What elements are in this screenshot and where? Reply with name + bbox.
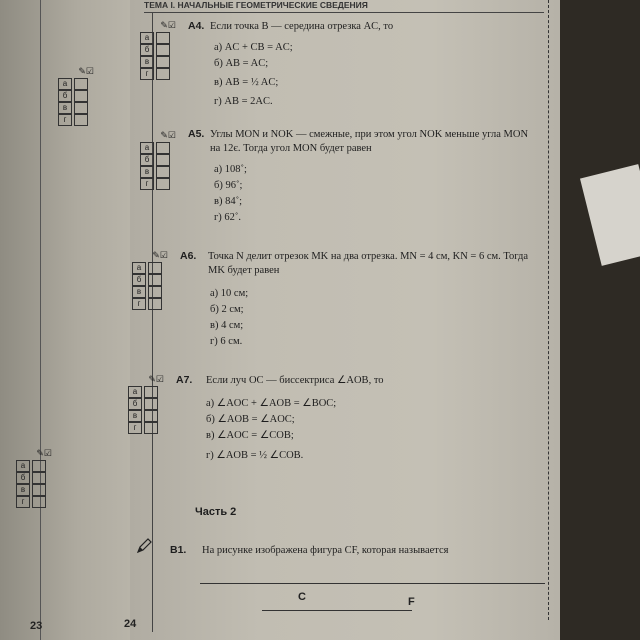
answer-cell[interactable]: а <box>132 262 146 274</box>
task-number: А6. <box>180 250 197 262</box>
figure-label-c: C <box>298 591 306 603</box>
answer-checkbox[interactable] <box>156 142 170 154</box>
answer-cell[interactable]: а <box>140 142 154 154</box>
task-stem: На рисунке изображена фигура CF, которая называется <box>202 545 449 556</box>
answer-checkbox[interactable] <box>144 398 158 410</box>
task-option: б) AB = AC; <box>214 58 269 69</box>
answer-cell[interactable]: а <box>140 32 154 44</box>
page-number-right: 24 <box>124 618 137 630</box>
check-icon: ✎☑ <box>148 374 164 384</box>
task-number: А5. <box>188 128 205 140</box>
task-option: в) 84˚; <box>214 196 242 207</box>
task-stem: Точка N делит отрезок MK на два отрезка. MN = 4 см, KN = 6 см. Тогда MK будет равен <box>208 251 529 276</box>
answer-checkbox[interactable] <box>32 484 46 496</box>
check-icon: ✎☑ <box>160 130 176 140</box>
answer-checkbox[interactable] <box>148 286 162 298</box>
cut-line <box>548 0 549 620</box>
answer-box-a4 <box>140 20 180 80</box>
task-a6 <box>180 250 540 350</box>
figure-ray <box>262 610 412 611</box>
check-icon: ✎☑ <box>36 448 52 458</box>
page-number-left: 23 <box>30 620 43 632</box>
answer-cell[interactable]: в <box>58 102 72 114</box>
part2-title: Часть 2 <box>195 506 237 518</box>
answer-cell[interactable]: б <box>140 44 154 56</box>
answer-box-left-2 <box>16 448 56 508</box>
task-option: б) ∠AOB = ∠AOC; <box>206 414 295 425</box>
answer-checkbox[interactable] <box>156 32 170 44</box>
answer-checkbox[interactable] <box>144 422 158 434</box>
answer-checkbox[interactable] <box>156 68 170 80</box>
answer-checkbox[interactable] <box>156 178 170 190</box>
check-icon: ✎☑ <box>152 250 168 260</box>
task-option: а) 108˚; <box>214 164 247 175</box>
task-option: в) AB = ½ AC; <box>214 77 279 88</box>
task-option: б) 2 см; <box>210 304 244 315</box>
task-option: а) AC + CB = AC; <box>214 42 293 53</box>
answer-cell[interactable]: г <box>140 178 154 190</box>
answer-line[interactable] <box>200 583 545 584</box>
answer-box-a6 <box>132 250 172 310</box>
answer-cell[interactable]: а <box>16 460 30 472</box>
task-stem: Углы MON и NOK — смежные, при этом угол NOK меньше угла MON на 12є. Тогда угол MON будет равен <box>210 129 529 154</box>
answer-checkbox[interactable] <box>144 410 158 422</box>
task-option: в) ∠AOC = ∠COB; <box>206 430 294 441</box>
task-stem: Если луч OC — биссектриса ∠AOB, то <box>206 375 384 386</box>
answer-cell[interactable]: б <box>58 90 72 102</box>
answer-cell[interactable]: а <box>58 78 72 90</box>
answer-cell[interactable]: б <box>140 154 154 166</box>
answer-cell[interactable]: б <box>128 398 142 410</box>
answer-cell[interactable]: в <box>140 166 154 178</box>
answer-checkbox[interactable] <box>144 386 158 398</box>
task-number: А7. <box>176 374 193 386</box>
figure-label-f: F <box>408 596 415 608</box>
background-paper <box>580 164 640 266</box>
answer-checkbox[interactable] <box>74 78 88 90</box>
answer-cell[interactable]: а <box>128 386 142 398</box>
task-option: в) 4 см; <box>210 320 244 331</box>
task-option: г) 62˚. <box>214 212 242 223</box>
answer-checkbox[interactable] <box>156 166 170 178</box>
answer-checkbox[interactable] <box>156 44 170 56</box>
answer-checkbox[interactable] <box>32 496 46 508</box>
task-a4 <box>188 20 538 110</box>
spine-rule <box>152 12 153 632</box>
answer-cell[interactable]: г <box>140 68 154 80</box>
answer-checkbox[interactable] <box>156 56 170 68</box>
task-number: В1. <box>170 544 187 556</box>
answer-checkbox[interactable] <box>32 460 46 472</box>
answer-cell[interactable]: в <box>16 484 30 496</box>
left-page <box>0 0 130 640</box>
answer-cell[interactable]: в <box>132 286 146 298</box>
answer-cell[interactable]: г <box>132 298 146 310</box>
task-a5 <box>188 128 538 226</box>
answer-checkbox[interactable] <box>148 262 162 274</box>
answer-checkbox[interactable] <box>74 90 88 102</box>
page-header: ТЕМА I. НАЧАЛЬНЫЕ ГЕОМЕТРИЧЕСКИЕ СВЕДЕНИЯ <box>144 0 544 13</box>
task-b1 <box>170 544 550 558</box>
task-option: г) ∠AOB = ½ ∠COB. <box>206 450 304 461</box>
check-icon: ✎☑ <box>160 20 176 30</box>
answer-cell[interactable]: в <box>140 56 154 68</box>
answer-cell[interactable]: в <box>128 410 142 422</box>
answer-checkbox[interactable] <box>156 154 170 166</box>
check-icon: ✎☑ <box>78 66 94 76</box>
answer-cell[interactable]: б <box>132 274 146 286</box>
answer-checkbox[interactable] <box>74 102 88 114</box>
answer-cell[interactable]: б <box>16 472 30 484</box>
task-option: б) 96˚; <box>214 180 243 191</box>
answer-cell[interactable]: г <box>128 422 142 434</box>
answer-box-a7 <box>128 374 168 434</box>
task-option: г) 6 см. <box>210 336 243 347</box>
answer-cell[interactable]: г <box>58 114 72 126</box>
pencil-icon <box>136 538 152 554</box>
task-option: а) 10 см; <box>210 288 249 299</box>
task-a7 <box>176 374 536 468</box>
margin-rule <box>40 0 41 640</box>
answer-checkbox[interactable] <box>74 114 88 126</box>
task-option: г) AB = 2AC. <box>214 96 273 107</box>
answer-checkbox[interactable] <box>148 274 162 286</box>
answer-checkbox[interactable] <box>148 298 162 310</box>
answer-box-left-1 <box>58 66 98 126</box>
task-stem: Если точка B — середина отрезка AC, то <box>210 21 394 32</box>
task-number: А4. <box>188 20 205 32</box>
task-option: а) ∠AOC + ∠AOB = ∠BOC; <box>206 398 337 409</box>
answer-checkbox[interactable] <box>32 472 46 484</box>
answer-cell[interactable]: г <box>16 496 30 508</box>
answer-box-a5 <box>140 130 180 190</box>
